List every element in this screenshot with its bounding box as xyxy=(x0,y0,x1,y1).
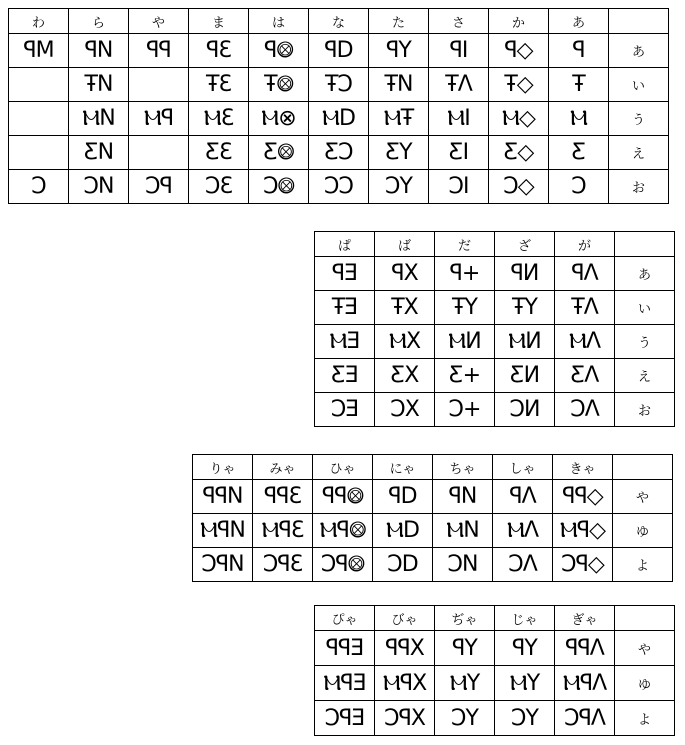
glyph-cell: ŦΛ xyxy=(555,291,615,325)
glyph-cell: ϽY xyxy=(369,170,429,204)
row-label: ゆ xyxy=(613,514,673,548)
col-header: か xyxy=(489,9,549,34)
row-label: お xyxy=(615,393,675,427)
glyph-cell: ƸX xyxy=(375,359,435,393)
col-header: りゃ xyxy=(193,455,253,480)
glyph-cell: ƸΝ xyxy=(69,136,129,170)
glyph-cell: ϽΝ xyxy=(69,170,129,204)
glyph-cell xyxy=(9,68,69,102)
glyph-cell: ꟼΛ xyxy=(555,257,615,291)
glyph-cell: Ƹ◇ xyxy=(489,136,549,170)
col-header: みゃ xyxy=(253,455,313,480)
glyph-cell: ⲘI xyxy=(429,102,489,136)
row-label: よ xyxy=(613,548,673,582)
glyph-cell: Ⲙꟼ xyxy=(129,102,189,136)
col-header: ば xyxy=(375,232,435,257)
glyph-cell: Ͻ xyxy=(9,170,69,204)
glyph-cell: ŦX xyxy=(375,291,435,325)
col-header: ざ xyxy=(495,232,555,257)
row-label: あ xyxy=(615,257,675,291)
glyph-cell: ϽD xyxy=(373,548,433,582)
glyph-cell: ⲘꟼƐ xyxy=(253,514,313,548)
col-header: ちゃ xyxy=(433,455,493,480)
glyph-cell: Ͻꟼ xyxy=(129,170,189,204)
glyph-cell: ⲘD xyxy=(373,514,433,548)
col-header: ぢゃ xyxy=(435,606,495,631)
glyph-cell: Ŧ⨷ xyxy=(249,68,309,102)
voiced-contracted-syllable-table xyxy=(314,605,675,736)
glyph-cell: ꟼI xyxy=(429,34,489,68)
glyph-cell: Ͻꟼ◇ xyxy=(553,548,613,582)
col-header: きゃ xyxy=(553,455,613,480)
glyph-cell: ꟼꟼ◇ xyxy=(553,480,613,514)
glyph-cell: ⲘꟼΛ xyxy=(555,666,615,701)
glyph-cell: ϽꟼƐ xyxy=(253,548,313,582)
glyph-cell: ꟼΝ xyxy=(433,480,493,514)
glyph-cell: ⲘƎ xyxy=(315,325,375,359)
glyph-cell: ꟼX xyxy=(375,257,435,291)
row-label: え xyxy=(609,136,669,170)
table-row xyxy=(315,666,675,701)
contracted-syllable-table xyxy=(192,454,673,582)
glyph-cell: Ͻ⨷ xyxy=(249,170,309,204)
col-header: た xyxy=(369,9,429,34)
glyph-cell xyxy=(9,136,69,170)
glyph-cell: ꟼΝ xyxy=(69,34,129,68)
table-row xyxy=(315,257,675,291)
row-label: お xyxy=(609,170,669,204)
glyph-cell: ϽꟼΛ xyxy=(555,701,615,736)
glyph-cell: ꟼИ xyxy=(495,257,555,291)
glyph-cell: ꟼꟼƎ xyxy=(315,631,375,666)
glyph-cell: ꟼꟼ xyxy=(129,34,189,68)
glyph-cell: ϽΝ xyxy=(433,548,493,582)
glyph-cell: Ͻ◇ xyxy=(489,170,549,204)
glyph-cell: Ƹ xyxy=(549,136,609,170)
glyph-cell: ƸƐ xyxy=(189,136,249,170)
header-row xyxy=(193,455,673,480)
glyph-cell: ϽΛ xyxy=(493,548,553,582)
col-header: ら xyxy=(69,9,129,34)
glyph-cell: Ⲙ◇ xyxy=(489,102,549,136)
glyph-cell: Ͻ xyxy=(549,170,609,204)
glyph-cell: ⲘX xyxy=(375,325,435,359)
glyph-cell: Ŧ xyxy=(549,68,609,102)
glyph-cell: ⲘŦ xyxy=(369,102,429,136)
glyph-cell: Ͻꟼ⨷ xyxy=(313,548,373,582)
glyph-cell: ꟼD xyxy=(373,480,433,514)
col-header: ぴゃ xyxy=(315,606,375,631)
glyph-cell: ⲘY xyxy=(435,666,495,701)
row-label: あ xyxy=(609,34,669,68)
glyph-cell: ŦƎ xyxy=(315,291,375,325)
col-header: が xyxy=(555,232,615,257)
glyph-cell: ƸY xyxy=(369,136,429,170)
table-row xyxy=(315,631,675,666)
row-label: え xyxy=(615,359,675,393)
table-row xyxy=(315,359,675,393)
glyph-cell: ꟼ◇ xyxy=(489,34,549,68)
glyph-cell: ꟼY xyxy=(435,631,495,666)
glyph-cell: ꟼƐ xyxy=(189,34,249,68)
glyph-cell xyxy=(129,136,189,170)
corner-cell xyxy=(615,232,675,257)
glyph-cell: Ƹ⨷ xyxy=(249,136,309,170)
col-header: ま xyxy=(189,9,249,34)
table-row xyxy=(193,480,673,514)
basic-syllable-table xyxy=(8,8,669,204)
glyph-cell: ŦΝ xyxy=(69,68,129,102)
glyph-cell: ϽI xyxy=(429,170,489,204)
glyph-cell: Ŧ◇ xyxy=(489,68,549,102)
row-label: や xyxy=(613,480,673,514)
col-header: ぱ xyxy=(315,232,375,257)
col-header: は xyxy=(249,9,309,34)
glyph-cell: Ⲙ⊗ xyxy=(249,102,309,136)
row-label: い xyxy=(609,68,669,102)
glyph-cell: Ƹ+ xyxy=(435,359,495,393)
glyph-cell: ꟼ xyxy=(549,34,609,68)
col-header: にゃ xyxy=(373,455,433,480)
glyph-cell: ϽY xyxy=(495,701,555,736)
row-label: ゆ xyxy=(615,666,675,701)
col-header: ぎゃ xyxy=(555,606,615,631)
glyph-cell: ϽꟼΝ xyxy=(193,548,253,582)
glyph-cell: ŦϽ xyxy=(309,68,369,102)
glyph-cell: ϽƎ xyxy=(315,393,375,427)
table-row xyxy=(9,68,669,102)
glyph-cell: ⲘΝ xyxy=(433,514,493,548)
glyph-cell: ⲘD xyxy=(309,102,369,136)
table-row xyxy=(315,393,675,427)
glyph-cell: ⲘИ xyxy=(495,325,555,359)
glyph-cell: ꟼΛ xyxy=(493,480,553,514)
table-row xyxy=(193,548,673,582)
col-header: な xyxy=(309,9,369,34)
glyph-cell: ꟼꟼΛ xyxy=(555,631,615,666)
table-row xyxy=(9,136,669,170)
col-header: じゃ xyxy=(495,606,555,631)
glyph-cell: ꟼD xyxy=(309,34,369,68)
glyph-cell: ƸI xyxy=(429,136,489,170)
glyph-cell: ⲘƐ xyxy=(189,102,249,136)
header-row xyxy=(315,232,675,257)
glyph-cell: Ⲙꟼ◇ xyxy=(553,514,613,548)
glyph-cell: ϽY xyxy=(435,701,495,736)
col-header: あ xyxy=(549,9,609,34)
glyph-cell: ŦY xyxy=(435,291,495,325)
glyph-cell: ϽϽ xyxy=(309,170,369,204)
col-header: わ xyxy=(9,9,69,34)
glyph-cell: ŦƐ xyxy=(189,68,249,102)
col-header: ひゃ xyxy=(313,455,373,480)
glyph-cell: ƸΛ xyxy=(555,359,615,393)
glyph-cell: ꟼꟼƐ xyxy=(253,480,313,514)
row-label: い xyxy=(615,291,675,325)
glyph-cell: ϽƐ xyxy=(189,170,249,204)
glyph-cell: ⲘꟼΝ xyxy=(193,514,253,548)
glyph-cell: ⲘΛ xyxy=(493,514,553,548)
corner-cell xyxy=(609,9,669,34)
glyph-cell: ŦΝ xyxy=(369,68,429,102)
glyph-cell: ϽꟼX xyxy=(375,701,435,736)
header-row xyxy=(315,606,675,631)
table-row xyxy=(9,102,669,136)
col-header: だ xyxy=(435,232,495,257)
glyph-cell: ⲘY xyxy=(495,666,555,701)
glyph-cell: ꟼ⨷ xyxy=(249,34,309,68)
row-label: よ xyxy=(615,701,675,736)
glyph-cell: Ⲙ xyxy=(549,102,609,136)
table-row xyxy=(9,34,669,68)
glyph-cell: ϽИ xyxy=(495,393,555,427)
table-row xyxy=(315,291,675,325)
glyph-cell: ⲘΝ xyxy=(69,102,129,136)
glyph-cell: ŦΛ xyxy=(429,68,489,102)
glyph-cell: ⲘИ xyxy=(435,325,495,359)
glyph-cell: ꟼꟼ⨷ xyxy=(313,480,373,514)
header-row xyxy=(9,9,669,34)
glyph-cell: ϽX xyxy=(375,393,435,427)
glyph-cell: ⲘΛ xyxy=(555,325,615,359)
voiced-syllable-table xyxy=(314,231,675,427)
glyph-cell: Ⲙꟼ⨷ xyxy=(313,514,373,548)
row-label: う xyxy=(609,102,669,136)
table-row xyxy=(9,170,669,204)
glyph-cell: ƸƎ xyxy=(315,359,375,393)
col-header: や xyxy=(129,9,189,34)
glyph-cell: ϽꟼƎ xyxy=(315,701,375,736)
glyph-cell: ꟼꟼX xyxy=(375,631,435,666)
glyph-cell: ϽΛ xyxy=(555,393,615,427)
glyph-cell: ƸϽ xyxy=(309,136,369,170)
table-row xyxy=(193,514,673,548)
glyph-cell: ƸИ xyxy=(495,359,555,393)
glyph-cell: Ͻ+ xyxy=(435,393,495,427)
corner-cell xyxy=(615,606,675,631)
glyph-cell: ⲘꟼX xyxy=(375,666,435,701)
glyph-cell xyxy=(129,68,189,102)
table-row xyxy=(315,325,675,359)
col-header: しゃ xyxy=(493,455,553,480)
corner-cell xyxy=(613,455,673,480)
row-label: や xyxy=(615,631,675,666)
glyph-cell: ꟼƎ xyxy=(315,257,375,291)
row-label: う xyxy=(615,325,675,359)
table-row xyxy=(315,701,675,736)
glyph-cell xyxy=(9,102,69,136)
glyph-cell: ꟼꟼΝ xyxy=(193,480,253,514)
glyph-cell: ŦY xyxy=(495,291,555,325)
col-header: びゃ xyxy=(375,606,435,631)
glyph-cell: ꟼY xyxy=(495,631,555,666)
col-header: さ xyxy=(429,9,489,34)
glyph-cell: ⲘꟼƎ xyxy=(315,666,375,701)
glyph-cell: ꟼ+ xyxy=(435,257,495,291)
glyph-cell: ꟼY xyxy=(369,34,429,68)
glyph-cell: ꟼΜ xyxy=(9,34,69,68)
